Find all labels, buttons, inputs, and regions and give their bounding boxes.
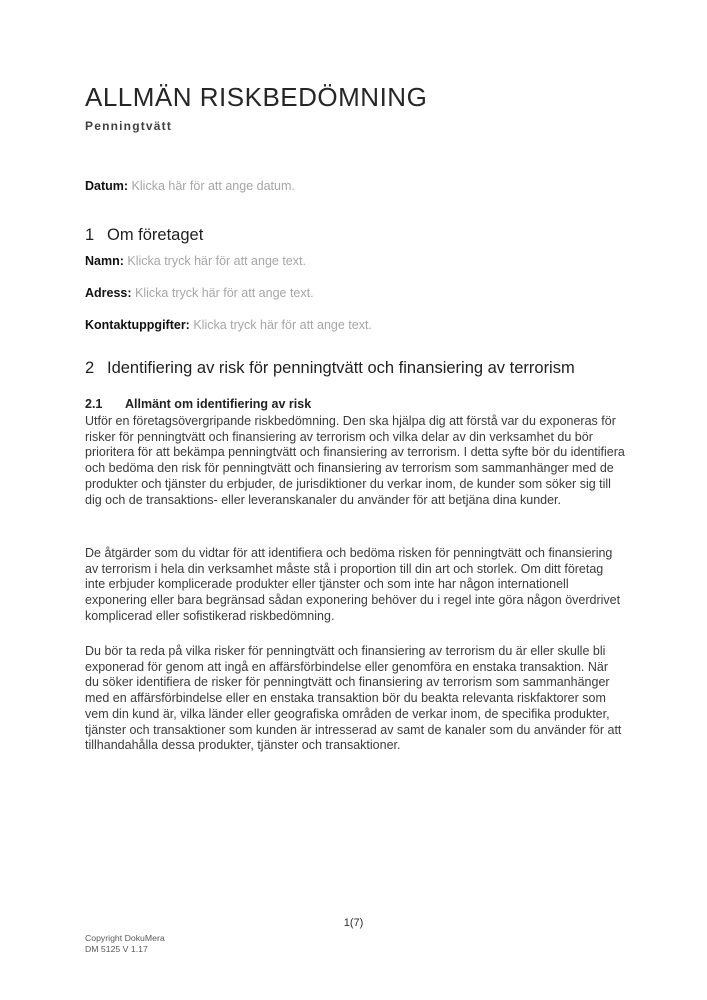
paragraph-identifying-risk-3: Du bör ta reda på vilka risker för penningtvätt och finansiering av terrorism du är eller skulle bli exponerad för genom att ingå en affärsförbindelse eller genomföra en enstaka transaktion. När du söker identifiera de risker för penningtvätt och finansiering av terrorism som sammanhänger med en affärsförbindelse eller en enstaka transaktion bör du beakta relevanta riskfaktorer som vem din kund är, vilka länder eller geografiska områden de verkar inom, de specifika produkter, tjänster och transaktioner som kunden är intresserad av samt de kanaler som du använder för att tillhandahålla dessa produkter, tjänster och transaktioner.: [85, 644, 622, 753]
section-2-heading: [85, 359, 685, 378]
date-field-placeholder[interactable]: Klicka här för att ange datum.: [131, 179, 295, 193]
section-2-1-number: 2.1: [85, 397, 103, 411]
section-2-number: 2: [85, 359, 95, 377]
section-1-heading-text: Om företaget: [107, 226, 204, 244]
contact-field-placeholder[interactable]: Klicka tryck här för att ange text.: [193, 318, 372, 332]
section-2-1-heading-text: Allmänt om identifiering av risk: [125, 397, 312, 411]
section-2-1-heading: [85, 397, 645, 411]
footer-version-line: DM 5125 V 1.17: [85, 943, 148, 954]
page-number: 1(7): [343, 917, 364, 929]
section-1-heading: [85, 226, 685, 245]
paragraph-identifying-risk-1: Utför en företagsövergripande riskbedömning. Den ska hjälpa dig att förstå var du exponeras för risker för penningtvätt och finansiering av terrorism och vilka delar av din verksamhet du bör prioritera för att bekämpa penningtvätt och finansiering av terrorism. I detta syfte bör du identifiera och bedöma den risk för penningtvätt och finansiering av terrorism som sammanhänger med de produkter och tjänster du erbjuder, de jurisdiktioner du verkar inom, de kunder som söker sig till dig och de transaktions- eller leveranskanaler du använder för att betjäna dina kunder.: [85, 414, 625, 507]
contact-field-label: Kontaktuppgifter:: [85, 318, 190, 332]
name-field-line: [85, 254, 306, 268]
section-1-number: 1: [85, 226, 95, 244]
name-field-placeholder[interactable]: Klicka tryck här för att ange text.: [127, 254, 306, 268]
document-subtitle: Penningtvätt: [85, 119, 173, 133]
address-field-placeholder[interactable]: Klicka tryck här för att ange text.: [135, 286, 314, 300]
paragraph-identifying-risk-2: De åtgärder som du vidtar för att identifiera och bedöma risken för penningtvätt och finansiering av terrorism i hela din verksamhet måste stå i proportion till din art och storlek. Om ditt företag inte erbjuder komplicerade produkter eller tjänster och som inte har någon internationell exponering eller bara begränsad sådan exponering behöver du i regel inte göra någon överdrivet komplicerad eller sofistikerad riskbedömning.: [85, 546, 621, 623]
document-title: ALLMÄN RISKBEDÖMNING: [85, 82, 428, 112]
section-2-heading-text: Identifiering av risk för penningtvätt och finansiering av terrorism: [107, 359, 575, 377]
footer-copyright: [85, 933, 165, 954]
footer-copyright-line1: Copyright DokuMera: [85, 933, 165, 943]
name-field-label: Namn:: [85, 254, 124, 268]
contact-field-line: [85, 318, 372, 332]
date-field-label: Datum:: [85, 179, 129, 193]
address-field-label: Adress:: [85, 286, 132, 300]
address-field-line: [85, 286, 314, 300]
date-field-line: [85, 179, 295, 193]
